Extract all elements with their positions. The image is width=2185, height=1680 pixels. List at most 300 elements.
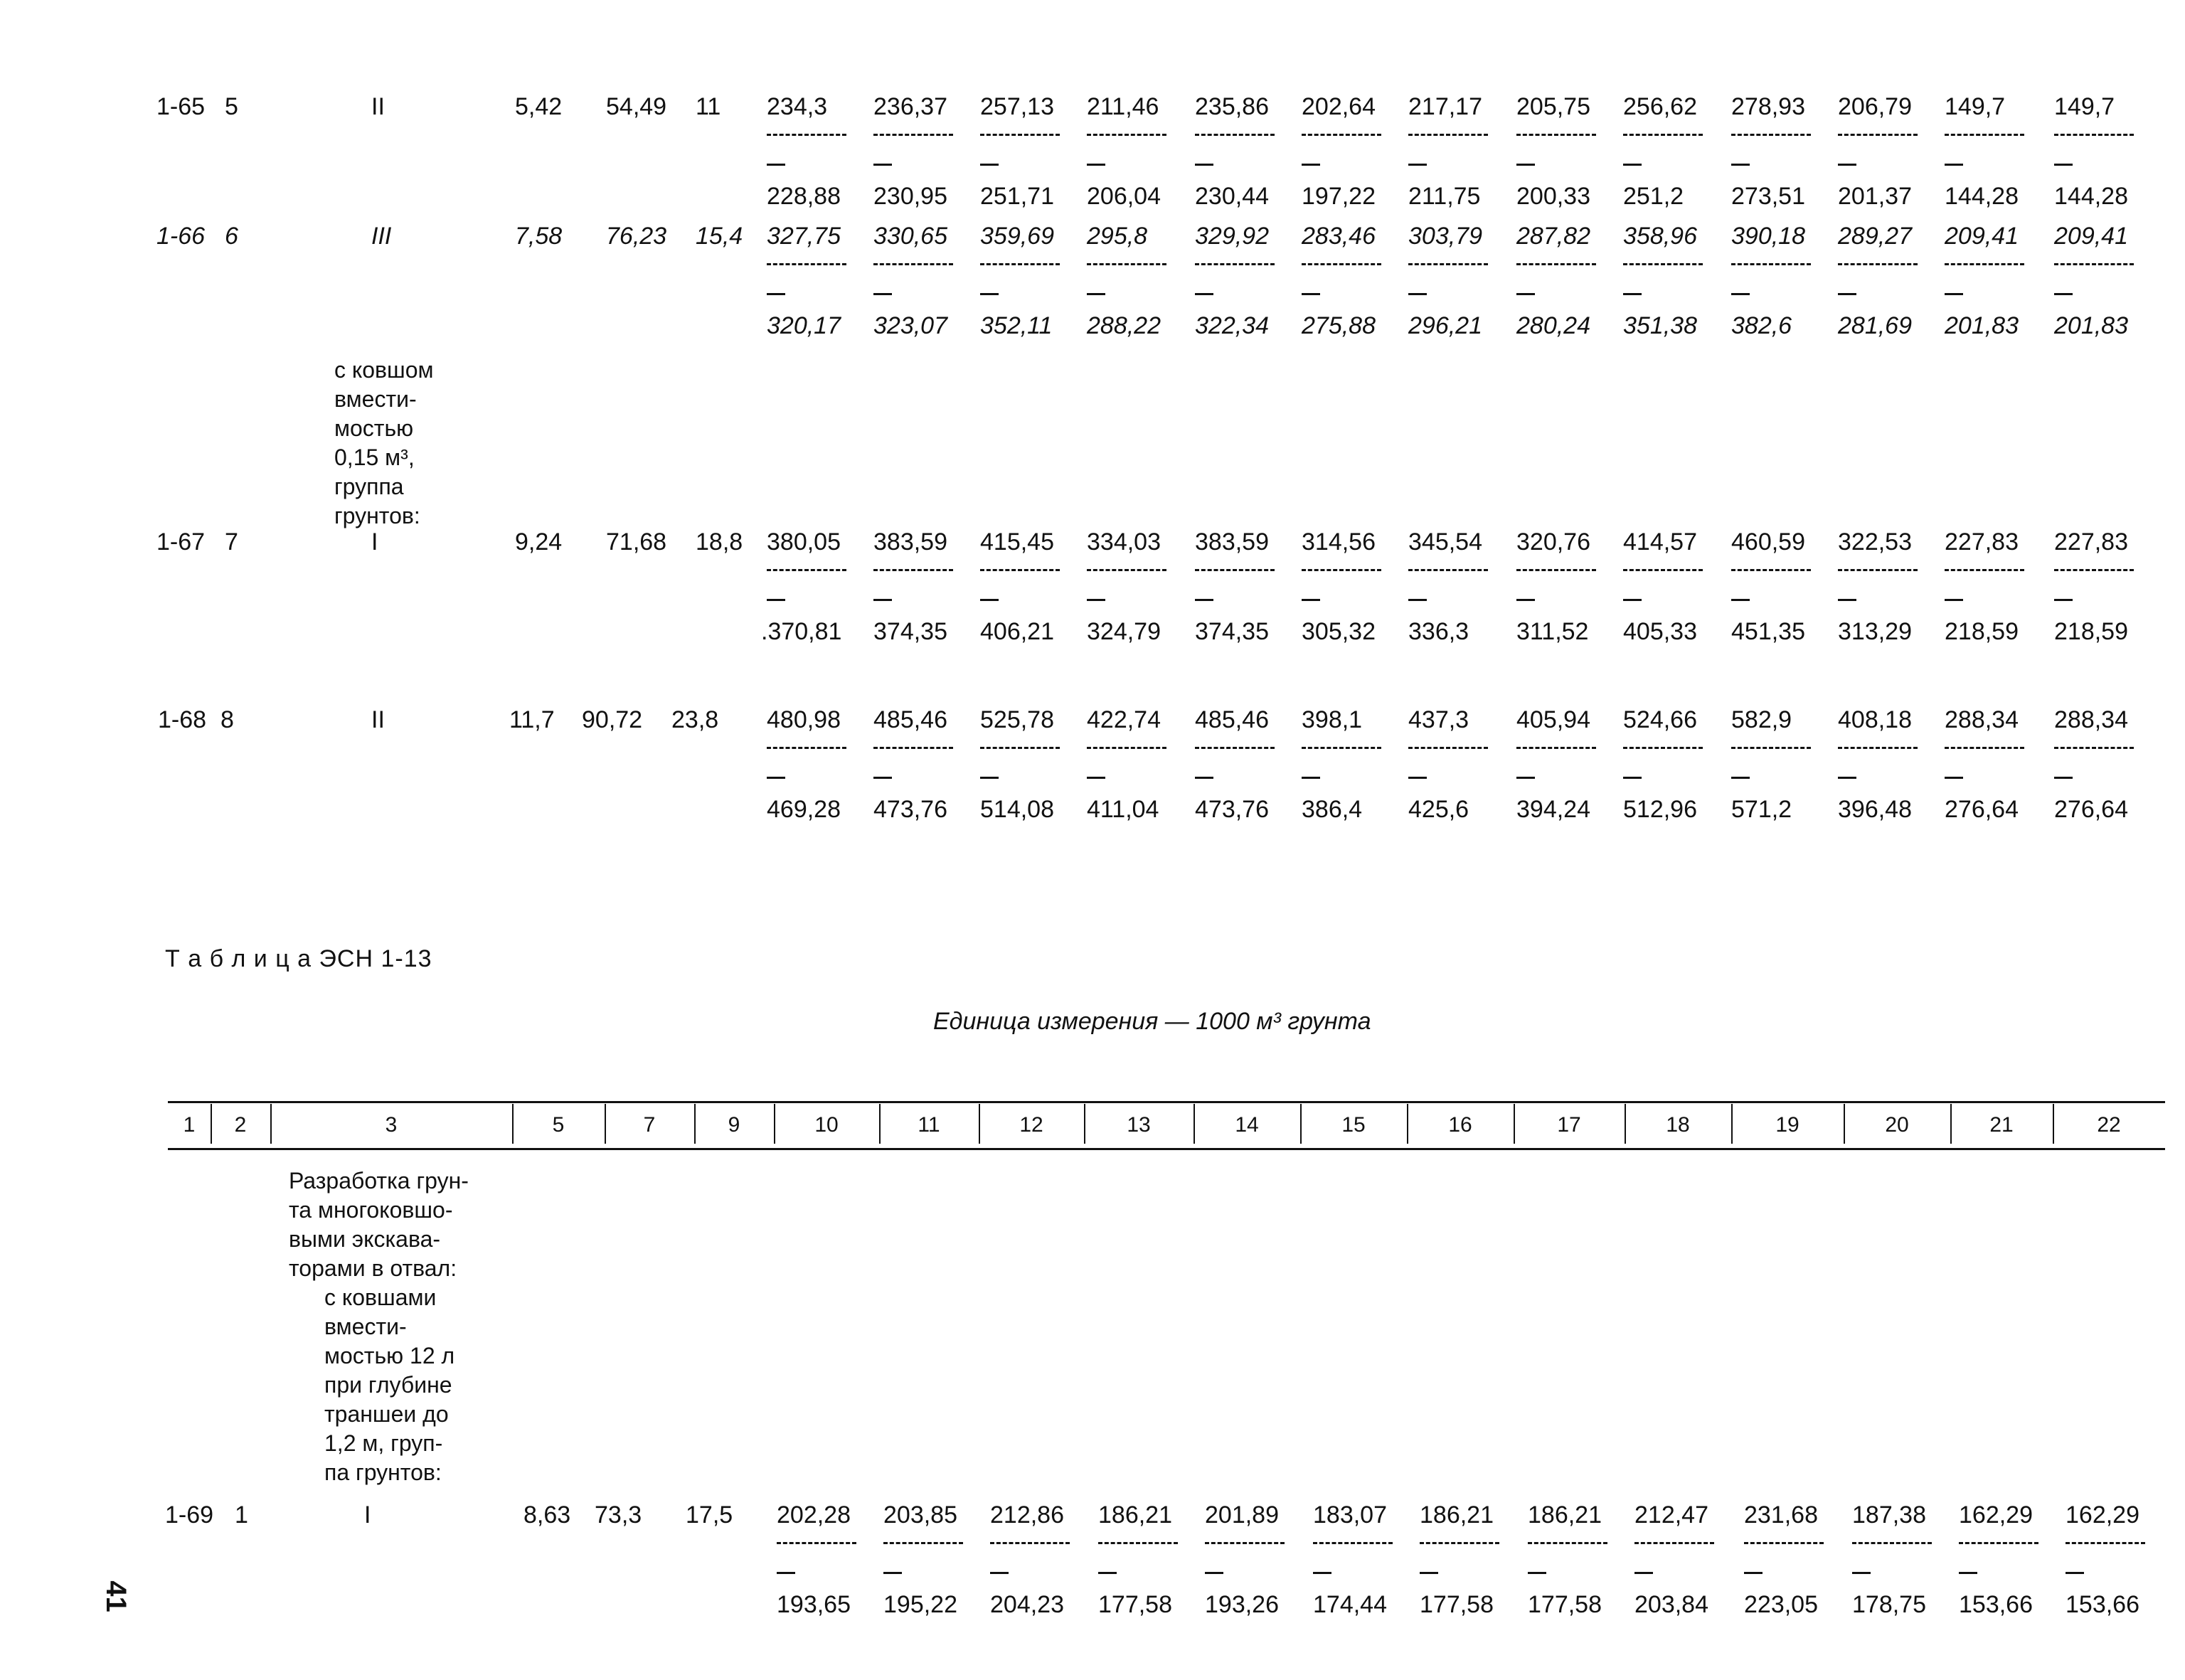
col5-value: 5,42	[515, 93, 563, 120]
header-col: 20	[1885, 1113, 1909, 1137]
col7-value: 71,68	[606, 528, 667, 555]
subheading-line: грунтов:	[334, 503, 420, 528]
value-lower: 324,79	[1087, 618, 1161, 645]
header-top-rule	[168, 1101, 2165, 1103]
fraction-mark	[873, 777, 892, 779]
value-upper: 322,53	[1838, 528, 1912, 555]
fraction-line	[873, 263, 953, 265]
fraction-line	[1195, 263, 1275, 265]
fraction-mark	[2066, 1572, 2084, 1574]
value-upper: 414,57	[1623, 528, 1697, 555]
description-subline: 1,2 м, груп-	[324, 1430, 443, 1456]
fraction-line	[1087, 747, 1166, 749]
fraction-mark	[980, 777, 999, 779]
fraction-line	[2054, 569, 2134, 571]
value-upper: 186,21	[1098, 1501, 1172, 1529]
value-upper: 211,46	[1087, 93, 1159, 120]
fraction-line	[1623, 263, 1703, 265]
fraction-mark	[980, 164, 999, 166]
fraction-mark	[873, 293, 892, 295]
fraction-mark	[1408, 599, 1427, 601]
value-lower: 218,59	[2054, 618, 2128, 645]
fraction-line	[1623, 569, 1703, 571]
fraction-mark	[1623, 293, 1642, 295]
fraction-mark	[1516, 777, 1535, 779]
value-upper: 278,93	[1731, 93, 1805, 120]
fraction-line	[1098, 1542, 1178, 1544]
fraction-mark	[1087, 777, 1105, 779]
value-lower: .370,81	[761, 618, 842, 645]
fraction-line	[1302, 569, 1381, 571]
value-upper: 162,29	[1959, 1501, 2033, 1529]
fraction-mark	[1516, 293, 1535, 295]
value-upper: 524,66	[1623, 706, 1697, 733]
fraction-line	[1195, 569, 1275, 571]
col9-value: 15,4	[696, 223, 743, 250]
value-upper: 235,86	[1195, 93, 1269, 120]
fraction-mark	[1945, 164, 1963, 166]
col5-value: 11,7	[509, 706, 555, 733]
value-lower: 144,28	[1945, 183, 2019, 210]
value-upper: 295,8	[1087, 223, 1148, 250]
fraction-mark	[1945, 599, 1963, 601]
fraction-mark	[1945, 293, 1963, 295]
fraction-mark	[767, 293, 785, 295]
fraction-mark	[1087, 293, 1105, 295]
fraction-mark	[1744, 1572, 1763, 1574]
fraction-line	[873, 569, 953, 571]
value-upper: 206,79	[1838, 93, 1912, 120]
col9-value: 18,8	[696, 528, 743, 555]
fraction-line	[2066, 1542, 2145, 1544]
header-col: 7	[643, 1113, 656, 1137]
fraction-line	[1313, 1542, 1393, 1544]
value-lower: 425,6	[1408, 796, 1469, 823]
fraction-mark	[990, 1572, 1009, 1574]
header-col: 10	[814, 1113, 839, 1137]
value-upper: 202,28	[777, 1501, 851, 1529]
fraction-line	[980, 747, 1060, 749]
value-lower: 296,21	[1408, 312, 1482, 339]
value-upper: 334,03	[1087, 528, 1161, 555]
value-upper: 236,37	[873, 93, 947, 120]
fraction-line	[1945, 747, 2024, 749]
value-lower: 177,58	[1420, 1591, 1494, 1618]
fraction-line	[1302, 263, 1381, 265]
value-lower: 218,59	[1945, 618, 2019, 645]
value-lower: 178,75	[1852, 1591, 1926, 1618]
value-upper: 415,45	[980, 528, 1054, 555]
fraction-line	[1516, 263, 1596, 265]
value-upper: 422,74	[1087, 706, 1161, 733]
fraction-line	[1945, 134, 2024, 136]
fraction-line	[1087, 263, 1166, 265]
value-upper: 203,85	[883, 1501, 957, 1529]
fraction-mark	[1838, 599, 1856, 601]
fraction-mark	[873, 164, 892, 166]
fraction-mark	[1838, 777, 1856, 779]
description-line: та многоковшо-	[289, 1197, 453, 1223]
value-upper: 186,21	[1528, 1501, 1602, 1529]
fraction-line	[1731, 263, 1811, 265]
unit-label: Единица измерения — 1000 м³ грунта	[933, 1008, 1371, 1035]
fraction-mark	[1302, 777, 1320, 779]
fraction-line	[1838, 263, 1918, 265]
fraction-line	[777, 1542, 856, 1544]
header-col: 5	[552, 1113, 565, 1137]
row-group: I	[364, 1501, 371, 1529]
fraction-line	[1528, 1542, 1607, 1544]
header-col: 14	[1235, 1113, 1259, 1137]
value-lower: 405,33	[1623, 618, 1697, 645]
value-lower: 177,58	[1528, 1591, 1602, 1618]
fraction-mark	[1408, 293, 1427, 295]
value-upper: 358,96	[1623, 223, 1697, 250]
row-code: 1-69	[165, 1501, 214, 1529]
value-upper: 149,7	[1945, 93, 2006, 120]
value-upper: 287,82	[1516, 223, 1590, 250]
fraction-mark	[1195, 599, 1213, 601]
row-group: II	[371, 93, 385, 120]
value-lower: 275,88	[1302, 312, 1376, 339]
value-upper: 460,59	[1731, 528, 1805, 555]
fraction-mark	[1516, 164, 1535, 166]
fraction-line	[1623, 747, 1703, 749]
value-upper: 288,34	[1945, 706, 2019, 733]
fraction-mark	[1731, 164, 1750, 166]
value-upper: 408,18	[1838, 706, 1912, 733]
header-col: 13	[1127, 1113, 1151, 1137]
row-code: 1-68	[158, 706, 207, 733]
value-upper: 201,89	[1205, 1501, 1279, 1529]
fraction-line	[873, 134, 953, 136]
value-upper: 485,46	[873, 706, 947, 733]
fraction-line	[980, 263, 1060, 265]
fraction-line	[767, 569, 846, 571]
fraction-mark	[1302, 164, 1320, 166]
row-code: 1-65	[156, 93, 206, 120]
value-lower: 396,48	[1838, 796, 1912, 823]
fraction-line	[1945, 263, 2024, 265]
row-number: 8	[220, 706, 234, 733]
col7-value: 90,72	[582, 706, 643, 733]
value-lower: 280,24	[1516, 312, 1590, 339]
header-col: 19	[1775, 1113, 1799, 1137]
fraction-line	[1959, 1542, 2038, 1544]
value-lower: 203,84	[1634, 1591, 1708, 1618]
col5-value: 7,58	[515, 223, 563, 250]
fraction-mark	[873, 599, 892, 601]
value-upper: 485,46	[1195, 706, 1269, 733]
header-col: 12	[1019, 1113, 1043, 1137]
col7-value: 73,3	[595, 1501, 642, 1529]
fraction-mark	[1302, 599, 1320, 601]
fraction-mark	[1205, 1572, 1223, 1574]
value-lower: 144,28	[2054, 183, 2128, 210]
col5-value: 8,63	[523, 1501, 571, 1529]
value-upper: 231,68	[1744, 1501, 1818, 1529]
subheading-line: 0,15 м³,	[334, 445, 415, 470]
value-upper: 149,7	[2054, 93, 2115, 120]
value-upper: 234,3	[767, 93, 828, 120]
row-number: 5	[225, 93, 238, 120]
col7-value: 76,23	[606, 223, 667, 250]
value-upper: 327,75	[767, 223, 841, 250]
value-lower: 153,66	[1959, 1591, 2033, 1618]
fraction-mark	[1852, 1572, 1871, 1574]
table-title: Т а б л и ц а ЭСН 1-13	[165, 945, 432, 972]
description-line: торами в отвал:	[289, 1255, 457, 1281]
fraction-line	[1302, 747, 1381, 749]
header-col: 21	[1989, 1113, 2014, 1137]
col9-value: 17,5	[686, 1501, 733, 1529]
fraction-line	[2054, 263, 2134, 265]
value-lower: 473,76	[1195, 796, 1269, 823]
value-lower: 174,44	[1313, 1591, 1387, 1618]
fraction-line	[1195, 747, 1275, 749]
value-lower: 276,64	[1945, 796, 2019, 823]
fraction-mark	[883, 1572, 902, 1574]
fraction-mark	[767, 599, 785, 601]
fraction-mark	[1838, 164, 1856, 166]
fraction-line	[1408, 747, 1488, 749]
fraction-line	[1838, 747, 1918, 749]
value-upper: 209,41	[1945, 223, 2019, 250]
fraction-line	[1408, 263, 1488, 265]
description-line: Разработка грун-	[289, 1168, 469, 1193]
header-col: 22	[2097, 1113, 2121, 1137]
value-lower: 273,51	[1731, 183, 1805, 210]
value-lower: 313,29	[1838, 618, 1912, 645]
value-lower: 336,3	[1408, 618, 1469, 645]
fraction-mark	[1945, 777, 1963, 779]
fraction-mark	[980, 293, 999, 295]
fraction-line	[1731, 747, 1811, 749]
row-group: I	[371, 528, 378, 555]
fraction-mark	[1731, 599, 1750, 601]
value-upper: 205,75	[1516, 93, 1590, 120]
value-lower: 206,04	[1087, 183, 1161, 210]
value-lower: 223,05	[1744, 1591, 1818, 1618]
value-lower: 288,22	[1087, 312, 1161, 339]
header-bottom-rule	[168, 1148, 2165, 1150]
value-lower: 322,34	[1195, 312, 1269, 339]
value-upper: 405,94	[1516, 706, 1590, 733]
fraction-line	[883, 1542, 963, 1544]
fraction-line	[1302, 134, 1381, 136]
fraction-mark	[1528, 1572, 1546, 1574]
fraction-mark	[1623, 599, 1642, 601]
description-line: выми экскава-	[289, 1226, 441, 1252]
value-lower: 251,71	[980, 183, 1054, 210]
value-lower: 351,38	[1623, 312, 1697, 339]
value-lower: 386,4	[1302, 796, 1363, 823]
header-col: 18	[1666, 1113, 1690, 1137]
value-upper: 183,07	[1313, 1501, 1387, 1529]
fraction-mark	[1195, 777, 1213, 779]
value-lower: 204,23	[990, 1591, 1064, 1618]
value-lower: 195,22	[883, 1591, 957, 1618]
value-upper: 187,38	[1852, 1501, 1926, 1529]
subheading-line: с ковшом	[334, 357, 434, 383]
value-upper: 217,17	[1408, 93, 1482, 120]
value-upper: 162,29	[2066, 1501, 2139, 1529]
value-upper: 227,83	[1945, 528, 2019, 555]
fraction-line	[980, 569, 1060, 571]
row-number: 1	[235, 1501, 248, 1529]
fraction-line	[990, 1542, 1070, 1544]
value-lower: 281,69	[1838, 312, 1912, 339]
fraction-mark	[1959, 1572, 1977, 1574]
value-lower: 512,96	[1623, 796, 1697, 823]
value-upper: 288,34	[2054, 706, 2128, 733]
header-col: 2	[234, 1113, 247, 1137]
fraction-line	[1516, 569, 1596, 571]
subheading-line: вмести-	[334, 386, 417, 412]
fraction-line	[980, 134, 1060, 136]
value-lower: 514,08	[980, 796, 1054, 823]
fraction-line	[1087, 134, 1166, 136]
value-upper: 320,76	[1516, 528, 1590, 555]
description-subline: траншеи до	[324, 1401, 449, 1427]
fraction-mark	[1731, 777, 1750, 779]
value-upper: 257,13	[980, 93, 1054, 120]
row-number: 7	[225, 528, 238, 555]
description-subline: при глубине	[324, 1372, 452, 1398]
col9-value: 23,8	[671, 706, 719, 733]
page-number: 41	[100, 1580, 132, 1612]
value-lower: 305,32	[1302, 618, 1376, 645]
value-lower: 473,76	[873, 796, 947, 823]
fraction-line	[2054, 747, 2134, 749]
fraction-mark	[767, 164, 785, 166]
value-upper: 283,46	[1302, 223, 1376, 250]
value-lower: 201,83	[2054, 312, 2128, 339]
value-upper: 359,69	[980, 223, 1054, 250]
value-lower: 374,35	[1195, 618, 1269, 645]
value-upper: 480,98	[767, 706, 841, 733]
header-col: 1	[183, 1113, 196, 1137]
description-subline: па грунтов:	[324, 1460, 442, 1485]
header-col: 3	[385, 1113, 398, 1137]
fraction-mark	[2054, 599, 2073, 601]
value-lower: 469,28	[767, 796, 841, 823]
value-lower: 193,65	[777, 1591, 851, 1618]
description-subline: с ковшами	[324, 1285, 437, 1310]
fraction-mark	[1838, 293, 1856, 295]
fraction-line	[1516, 134, 1596, 136]
fraction-mark	[2054, 164, 2073, 166]
fraction-mark	[1623, 777, 1642, 779]
fraction-mark	[1408, 164, 1427, 166]
value-upper: 398,1	[1302, 706, 1363, 733]
value-lower: 320,17	[767, 312, 841, 339]
fraction-mark	[1420, 1572, 1438, 1574]
value-upper: 525,78	[980, 706, 1054, 733]
fraction-line	[1408, 569, 1488, 571]
value-lower: 311,52	[1516, 618, 1589, 645]
value-upper: 329,92	[1195, 223, 1269, 250]
description-subline: мостью 12 л	[324, 1343, 455, 1368]
row-code: 1-66	[156, 223, 206, 250]
header-col: 16	[1448, 1113, 1472, 1137]
subheading-line: мостью	[334, 415, 414, 441]
value-lower: 394,24	[1516, 796, 1590, 823]
fraction-line	[1945, 569, 2024, 571]
row-code: 1-67	[156, 528, 206, 555]
row-group: III	[371, 223, 392, 250]
value-upper: 303,79	[1408, 223, 1482, 250]
row-group: II	[371, 706, 385, 733]
fraction-line	[1516, 747, 1596, 749]
fraction-mark	[1302, 293, 1320, 295]
value-lower: 197,22	[1302, 183, 1376, 210]
fraction-mark	[767, 777, 785, 779]
value-lower: 211,75	[1408, 183, 1481, 210]
value-lower: 193,26	[1205, 1591, 1279, 1618]
fraction-mark	[1313, 1572, 1331, 1574]
row-number: 6	[225, 223, 238, 250]
fraction-mark	[1516, 599, 1535, 601]
fraction-line	[1852, 1542, 1932, 1544]
value-upper: 380,05	[767, 528, 841, 555]
value-lower: 201,37	[1838, 183, 1912, 210]
fraction-line	[767, 263, 846, 265]
fraction-mark	[2054, 777, 2073, 779]
fraction-line	[1634, 1542, 1714, 1544]
value-upper: 345,54	[1408, 528, 1482, 555]
value-lower: 352,11	[980, 312, 1053, 339]
header-col: 15	[1341, 1113, 1366, 1137]
value-upper: 330,65	[873, 223, 947, 250]
value-lower: 230,95	[873, 183, 947, 210]
value-lower: 451,35	[1731, 618, 1805, 645]
fraction-mark	[1634, 1572, 1653, 1574]
value-upper: 186,21	[1420, 1501, 1494, 1529]
value-upper: 209,41	[2054, 223, 2128, 250]
fraction-mark	[2054, 293, 2073, 295]
fraction-mark	[1195, 293, 1213, 295]
fraction-mark	[1623, 164, 1642, 166]
fraction-line	[1838, 569, 1918, 571]
fraction-mark	[1195, 164, 1213, 166]
value-lower: 323,07	[873, 312, 947, 339]
value-upper: 582,9	[1731, 706, 1792, 733]
value-lower: 406,21	[980, 618, 1054, 645]
description-subline: вмести-	[324, 1314, 407, 1339]
value-upper: 383,59	[873, 528, 947, 555]
value-upper: 289,27	[1838, 223, 1912, 250]
value-upper: 437,3	[1408, 706, 1469, 733]
value-lower: 201,83	[1945, 312, 2019, 339]
fraction-line	[1087, 569, 1166, 571]
value-lower: 177,58	[1098, 1591, 1172, 1618]
fraction-line	[767, 747, 846, 749]
header-col: 17	[1557, 1113, 1581, 1137]
value-upper: 227,83	[2054, 528, 2128, 555]
fraction-line	[1731, 134, 1811, 136]
col5-value: 9,24	[515, 528, 563, 555]
value-lower: 571,2	[1731, 796, 1792, 823]
value-lower: 228,88	[767, 183, 841, 210]
value-upper: 314,56	[1302, 528, 1376, 555]
fraction-line	[767, 134, 846, 136]
fraction-mark	[1408, 777, 1427, 779]
fraction-line	[1838, 134, 1918, 136]
header-col: 11	[918, 1113, 940, 1137]
value-upper: 212,47	[1634, 1501, 1708, 1529]
fraction-line	[1623, 134, 1703, 136]
